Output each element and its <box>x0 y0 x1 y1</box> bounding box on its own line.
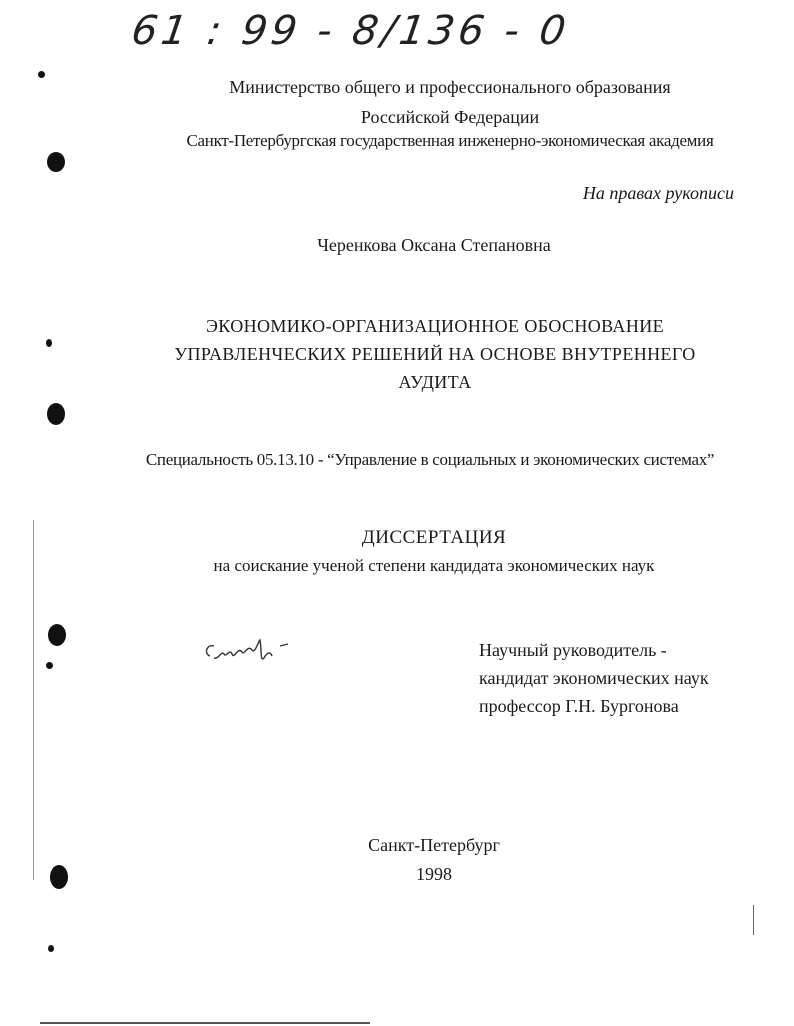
signature <box>200 632 295 672</box>
punch-hole-2 <box>47 152 65 172</box>
dissertation-title <box>120 312 750 396</box>
footer <box>334 831 534 889</box>
advisor-line-3: профессор Г.Н. Бургонова <box>479 696 679 716</box>
punch-hole-5 <box>48 624 66 646</box>
advisor-line-1: Научный руководитель - <box>479 640 667 660</box>
title-line-3: АУДИТА <box>398 372 472 392</box>
punch-hole-7 <box>50 865 68 889</box>
scan-edge-line-right <box>753 905 754 935</box>
title-line-1: ЭКОНОМИКО-ОРГАНИЗАЦИОННОЕ ОБОСНОВАНИЕ <box>205 316 665 336</box>
dissertation-heading: ДИССЕРТАЦИЯ <box>361 527 507 548</box>
year: 1998 <box>416 864 452 884</box>
bottom-rule <box>40 1022 370 1024</box>
specialty: Специальность 05.13.10 - “Управление в социальных и экономических системах” <box>145 450 715 469</box>
punch-hole-3 <box>46 339 52 347</box>
academy-name: Санкт-Петербургская государственная инженерно-экономическая академия <box>186 131 714 150</box>
scan-edge-line <box>33 520 34 880</box>
city: Санкт-Петербург <box>368 835 500 855</box>
punch-hole-8 <box>48 945 54 952</box>
degree-line: на соискание ученой степени кандидата экономических наук <box>213 556 655 575</box>
advisor-line-2: кандидат экономических наук <box>479 668 709 688</box>
ministry-line-2: Российской Федерации <box>360 107 540 127</box>
punch-hole-4 <box>47 403 65 425</box>
catalog-number: 61 : 99 - 8/136 - 0 <box>128 8 573 54</box>
author-name: Черенкова Оксана Степановна <box>317 235 551 255</box>
punch-hole-6 <box>46 662 53 669</box>
ministry-header <box>160 72 740 132</box>
rights-note: На правах рукописи <box>582 183 734 203</box>
title-line-2: УПРАВЛЕНЧЕСКИХ РЕШЕНИЙ НА ОСНОВЕ ВНУТРЕННЕГО <box>174 344 696 364</box>
ministry-line-1: Министерство общего и профессионального образования <box>229 77 671 97</box>
advisor-block <box>479 636 709 720</box>
punch-hole-1 <box>38 71 45 78</box>
